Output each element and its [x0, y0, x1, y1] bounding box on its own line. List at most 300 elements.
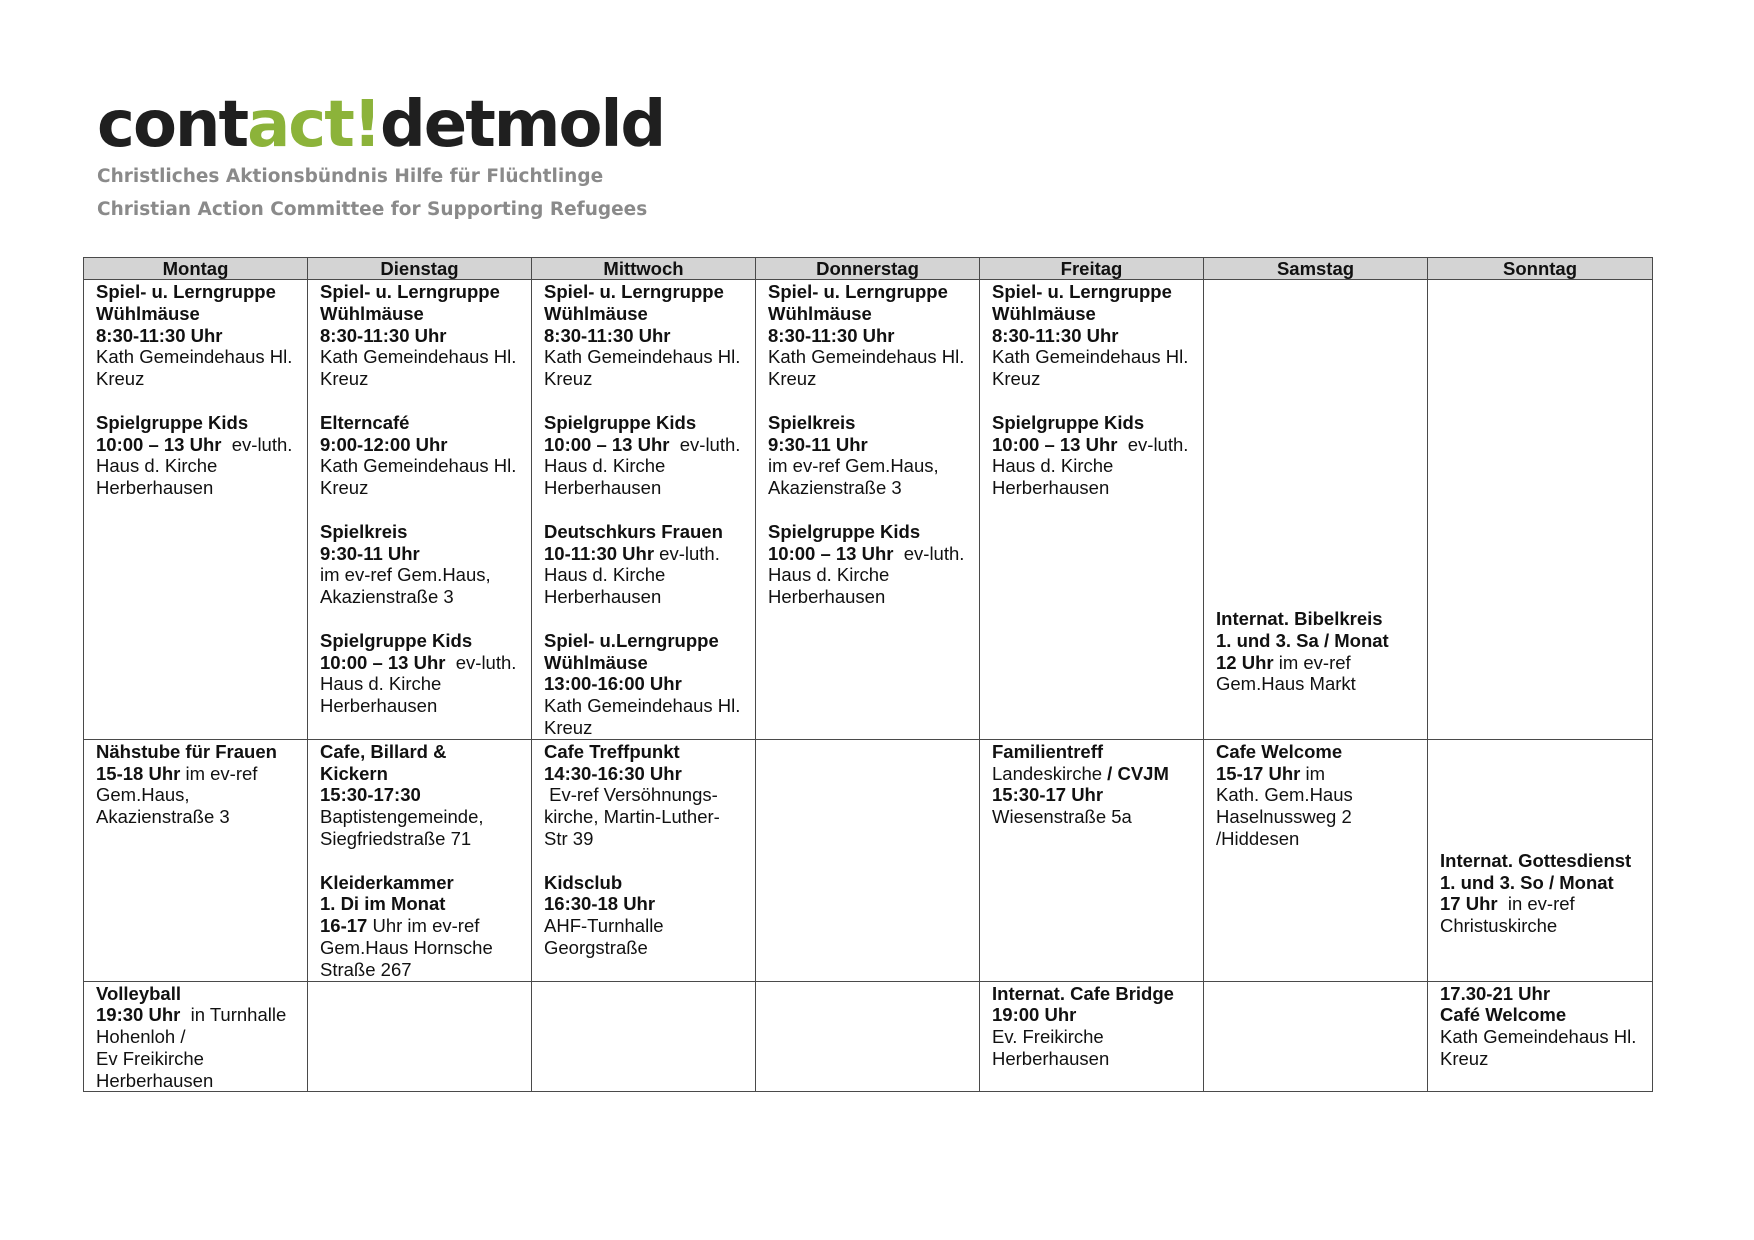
event-text: Kreuz: [1440, 1047, 1489, 1069]
event-line: [544, 455, 745, 477]
event-line: [1440, 872, 1642, 894]
schedule-cell: [980, 739, 1204, 981]
event-line: [768, 303, 969, 325]
event-line: [992, 784, 1193, 806]
day-header-freitag: Freitag: [980, 258, 1204, 280]
event-text-bold: 8:30-11:30 Uhr: [96, 324, 223, 346]
event-line: [320, 893, 521, 915]
weekly-schedule-table: [83, 257, 1653, 1092]
event-line: [1216, 630, 1417, 652]
event-line: [320, 455, 521, 477]
event-text-bold: Spielgruppe Kids: [768, 520, 921, 542]
event-line: [96, 455, 297, 477]
event-entry: [1440, 850, 1642, 937]
event-line: [1216, 652, 1417, 674]
event-text: Kath Gemeindehaus Hl.: [1440, 1026, 1637, 1048]
schedule-cell: [532, 280, 756, 740]
event-line: [544, 652, 745, 674]
event-text-bold: Wühlmäuse: [96, 302, 200, 324]
event-line: [320, 346, 521, 368]
event-entry: [544, 412, 745, 499]
event-line: [1440, 983, 1642, 1005]
event-text-bold: Internat. Cafe Bridge: [992, 982, 1174, 1004]
event-text: Kreuz: [96, 368, 145, 390]
event-text: kirche, Martin-Luther-: [544, 806, 720, 828]
event-line: [768, 281, 969, 303]
schedule-cell: [980, 280, 1204, 740]
event-text-bold: Spiel- u. Lerngruppe: [96, 281, 276, 302]
event-text: Haus d. Kirche: [320, 673, 442, 695]
schedule-row-afternoon: [84, 739, 1653, 981]
event-line: [320, 741, 521, 763]
event-text-bold: Wühlmäuse: [992, 302, 1096, 324]
event-line: [768, 543, 969, 565]
event-entry: [96, 281, 297, 390]
event-text: im ev-ref: [1273, 651, 1351, 673]
event-text: Ev-ref Versöhnungs-: [544, 784, 718, 806]
event-line: [768, 368, 969, 390]
event-text-bold: Spielkreis: [320, 520, 408, 542]
event-text-bold: 19:00 Uhr: [992, 1004, 1077, 1026]
event-text: Kreuz: [320, 368, 369, 390]
event-text: Herberhausen: [544, 477, 662, 499]
event-line: [992, 983, 1193, 1005]
event-text: Kath Gemeindehaus Hl.: [544, 346, 741, 368]
event-line: [544, 872, 745, 894]
event-text-bold: 15:30-17 Uhr: [992, 784, 1104, 806]
tagline-english: Christian Action Committee for Supporting Refugees: [97, 198, 648, 220]
event-line: [544, 784, 745, 806]
event-text: Hohenloh /: [96, 1026, 186, 1048]
event-text: Herberhausen: [96, 1069, 214, 1091]
event-line: [1216, 741, 1417, 763]
event-text-bold: 10:00 – 13 Uhr: [320, 651, 446, 673]
event-text-bold: 10-11:30 Uhr: [544, 542, 655, 564]
event-line: [544, 806, 745, 828]
event-line: [1216, 673, 1417, 695]
event-line: [320, 915, 521, 937]
event-text-bold: Kickern: [320, 762, 388, 784]
event-text-bold: 1. und 3. Sa / Monat: [1216, 629, 1389, 651]
event-line: [320, 630, 521, 652]
event-text-bold: 1. Di im Monat: [320, 893, 446, 915]
event-line: [544, 325, 745, 347]
event-line: [96, 1048, 297, 1070]
event-text-bold: Deutschkurs Frauen: [544, 520, 723, 542]
schedule-cell: [756, 981, 980, 1092]
schedule-cell: [308, 739, 532, 981]
event-line: [1216, 608, 1417, 630]
event-line: [96, 281, 297, 303]
day-header-samstag: Samstag: [1204, 258, 1428, 280]
event-text-bold: Internat. Gottesdienst: [1440, 849, 1632, 871]
event-line: [1216, 763, 1417, 785]
event-text: Siegfriedstraße 71: [320, 827, 472, 849]
event-text-bold: Elterncafé: [320, 411, 410, 433]
day-header-sonntag: Sonntag: [1428, 258, 1653, 280]
event-entry: [768, 281, 969, 390]
event-text: Kath Gemeindehaus Hl.: [320, 346, 517, 368]
schedule-cell: [1204, 280, 1428, 740]
schedule-cell: [756, 280, 980, 740]
event-line: [544, 521, 745, 543]
event-text: Herberhausen: [544, 586, 662, 608]
event-text: ev-luth.: [1117, 433, 1189, 455]
event-line: [96, 412, 297, 434]
event-line: [320, 806, 521, 828]
event-line: [1440, 1004, 1642, 1026]
day-header-dienstag: Dienstag: [308, 258, 532, 280]
event-text: /Hiddesen: [1216, 827, 1300, 849]
event-line: [768, 325, 969, 347]
event-text-bold: 14:30-16:30 Uhr: [544, 762, 682, 784]
event-text-bold: 19:30 Uhr: [96, 1004, 181, 1026]
event-entry: [96, 741, 297, 828]
event-line: [96, 1004, 297, 1026]
event-entry: [768, 521, 969, 608]
event-text-bold: 9:30-11 Uhr: [320, 542, 420, 564]
schedule-cell: [84, 981, 308, 1092]
event-entry: [320, 281, 521, 390]
event-text-bold: 8:30-11:30 Uhr: [320, 324, 447, 346]
event-text-bold: Internat. Bibelkreis: [1216, 608, 1383, 629]
logo-part-2: detmold: [379, 88, 665, 162]
event-line: [320, 281, 521, 303]
event-line: [768, 455, 969, 477]
event-line: [320, 695, 521, 717]
event-line: [544, 543, 745, 565]
event-line: [768, 564, 969, 586]
event-entry: [1440, 983, 1642, 1070]
event-entry: [544, 872, 745, 959]
event-text-bold: 17 Uhr: [1440, 893, 1498, 915]
event-line: [1216, 828, 1417, 850]
day-header-montag: Montag: [84, 258, 308, 280]
event-text-bold: Volleyball: [96, 982, 181, 1004]
day-header-donnerstag: Donnerstag: [756, 258, 980, 280]
event-line: [320, 652, 521, 674]
event-line: [544, 741, 745, 763]
event-text: Haus d. Kirche: [992, 455, 1114, 477]
event-line: [96, 325, 297, 347]
event-text-bold: Spielgruppe Kids: [96, 411, 249, 433]
event-line: [544, 915, 745, 937]
event-text-bold: Spiel- u. Lerngruppe: [544, 281, 724, 302]
event-text: Georgstraße: [544, 936, 648, 958]
event-entry: [768, 412, 969, 499]
event-line: [96, 784, 297, 806]
event-text: Gem.Haus Hornsche: [320, 936, 493, 958]
event-text-bold: Spiel- u. Lerngruppe: [320, 281, 500, 302]
event-line: [1440, 1048, 1642, 1070]
schedule-cell: [1204, 739, 1428, 981]
event-text-bold: Wühlmäuse: [768, 302, 872, 324]
event-entry: [544, 521, 745, 608]
event-entry: [96, 983, 297, 1092]
event-text: Haus d. Kirche: [96, 455, 218, 477]
event-text: in ev-ref: [1497, 893, 1575, 915]
event-line: [320, 959, 521, 981]
event-line: [96, 1070, 297, 1092]
event-text-bold: 15-17 Uhr: [1216, 762, 1301, 784]
event-text-bold: 10:00 – 13 Uhr: [768, 542, 894, 564]
event-line: [320, 828, 521, 850]
event-text: Wiesenstraße 5a: [992, 806, 1132, 828]
schedule-cell: [1428, 280, 1653, 740]
day-header-row: [84, 258, 1653, 280]
event-line: [320, 763, 521, 785]
event-text-bold: Spiel- u.Lerngruppe: [544, 629, 719, 651]
event-text-bold: 16-17: [320, 915, 368, 937]
event-line: [544, 434, 745, 456]
event-text: ev-luth.: [445, 651, 517, 673]
event-line: [992, 412, 1193, 434]
event-text: im ev-ref Gem.Haus,: [768, 455, 939, 477]
event-entry: [320, 412, 521, 499]
event-text-bold: Familientreff: [992, 740, 1104, 762]
event-entry: [96, 412, 297, 499]
event-line: [544, 695, 745, 717]
event-entry: [992, 412, 1193, 499]
event-line: [544, 586, 745, 608]
event-line: [544, 828, 745, 850]
logo-wordmark: [97, 88, 665, 162]
event-entry: [544, 741, 745, 850]
event-text-bold: 16:30-18 Uhr: [544, 893, 656, 915]
event-line: [544, 303, 745, 325]
event-line: [992, 281, 1193, 303]
event-line: [320, 325, 521, 347]
event-line: [96, 763, 297, 785]
event-text-bold: 15:30-17:30: [320, 784, 421, 806]
event-text: Landeskirche: [992, 762, 1103, 784]
event-line: [544, 763, 745, 785]
event-line: [320, 937, 521, 959]
event-line: [992, 806, 1193, 828]
event-line: [1440, 850, 1642, 872]
event-text: Str 39: [544, 827, 594, 849]
event-text-bold: 10:00 – 13 Uhr: [992, 433, 1118, 455]
event-line: [320, 586, 521, 608]
event-line: [320, 368, 521, 390]
schedule-cell: [980, 981, 1204, 1092]
event-line: [96, 434, 297, 456]
event-line: [96, 806, 297, 828]
event-entry: [320, 741, 521, 850]
event-line: [768, 586, 969, 608]
event-text: AHF-Turnhalle: [544, 915, 664, 937]
event-line: [768, 477, 969, 499]
event-line: [96, 741, 297, 763]
event-text-bold: Spielkreis: [768, 411, 856, 433]
event-text: Herberhausen: [96, 477, 214, 499]
event-line: [320, 477, 521, 499]
schedule-cell: [1204, 981, 1428, 1092]
event-text: Gem.Haus,: [96, 784, 190, 806]
event-text: Kath. Gem.Haus: [1216, 784, 1353, 806]
event-text: Haus d. Kirche: [544, 455, 666, 477]
event-entry: [320, 872, 521, 981]
event-text-bold: Wühlmäuse: [320, 302, 424, 324]
event-text-bold: 10:00 – 13 Uhr: [544, 433, 670, 455]
event-line: [544, 412, 745, 434]
event-entry: [544, 281, 745, 390]
event-line: [992, 325, 1193, 347]
event-text-bold: Spiel- u. Lerngruppe: [992, 281, 1172, 302]
event-text-bold: 8:30-11:30 Uhr: [992, 324, 1119, 346]
event-text: Kreuz: [544, 716, 593, 738]
event-line: [1440, 915, 1642, 937]
event-line: [544, 368, 745, 390]
event-line: [320, 303, 521, 325]
event-text: Herberhausen: [992, 1047, 1110, 1069]
schedule-cell: [1428, 981, 1653, 1092]
event-text-bold: Spiel- u. Lerngruppe: [768, 281, 948, 302]
event-text-bold: Spielgruppe Kids: [992, 411, 1145, 433]
event-line: [320, 784, 521, 806]
event-text: Kath Gemeindehaus Hl.: [544, 695, 741, 717]
cell-spacer: [1216, 281, 1417, 608]
event-text-bold: / CVJM: [1102, 762, 1169, 784]
event-text: Akazienstraße 3: [768, 477, 902, 499]
event-line: [1216, 784, 1417, 806]
event-line: [96, 983, 297, 1005]
event-text: Kreuz: [544, 368, 593, 390]
event-line: [992, 455, 1193, 477]
schedule-cell: [1428, 739, 1653, 981]
event-line: [768, 521, 969, 543]
event-line: [1440, 893, 1642, 915]
event-entry: [992, 741, 1193, 828]
event-text: im ev-ref: [180, 762, 258, 784]
event-text: Akazienstraße 3: [320, 586, 454, 608]
event-text: Christuskirche: [1440, 915, 1558, 937]
event-text: im: [1300, 762, 1325, 784]
event-text-bold: 9:30-11 Uhr: [768, 433, 868, 455]
event-text-bold: Cafe, Billard &: [320, 740, 447, 762]
event-text: Haselnussweg 2: [1216, 806, 1352, 828]
event-text: in Turnhalle: [180, 1004, 287, 1026]
event-entry: [1216, 741, 1417, 850]
event-line: [992, 1048, 1193, 1070]
event-line: [768, 346, 969, 368]
event-line: [992, 303, 1193, 325]
schedule-cell: [308, 280, 532, 740]
event-text-bold: 17.30-21 Uhr: [1440, 982, 1551, 1004]
event-line: [320, 543, 521, 565]
event-line: [544, 630, 745, 652]
event-line: [544, 893, 745, 915]
day-header-mittwoch: Mittwoch: [532, 258, 756, 280]
event-text: Straße 267: [320, 958, 412, 980]
logo-part-1: cont: [97, 88, 248, 162]
event-line: [544, 673, 745, 695]
event-text-bold: 1. und 3. So / Monat: [1440, 871, 1614, 893]
event-text-bold: Spielgruppe Kids: [544, 411, 697, 433]
event-text: ev-luth.: [893, 542, 965, 564]
event-text: Gem.Haus Markt: [1216, 673, 1356, 695]
schedule-cell: [84, 280, 308, 740]
event-line: [320, 872, 521, 894]
event-text-bold: Spielgruppe Kids: [320, 629, 473, 651]
event-line: [1216, 806, 1417, 828]
event-text-bold: 8:30-11:30 Uhr: [768, 324, 895, 346]
schedule-cell: [532, 981, 756, 1092]
cell-spacer: [1440, 741, 1642, 850]
logo-accent: act!: [247, 88, 380, 162]
event-entry: [992, 281, 1193, 390]
event-text-bold: Wühlmäuse: [544, 651, 648, 673]
event-text: Herberhausen: [992, 477, 1110, 499]
event-text: Kreuz: [320, 477, 369, 499]
event-text: Kreuz: [768, 368, 817, 390]
event-text-bold: Kleiderkammer: [320, 871, 454, 893]
event-text-bold: Nähstube für Frauen: [96, 740, 277, 762]
event-line: [320, 673, 521, 695]
event-line: [992, 368, 1193, 390]
event-line: [320, 564, 521, 586]
event-line: [992, 741, 1193, 763]
event-text: Kath Gemeindehaus Hl.: [768, 346, 965, 368]
event-text-bold: 8:30-11:30 Uhr: [544, 324, 671, 346]
event-line: [544, 281, 745, 303]
event-line: [96, 477, 297, 499]
event-line: [992, 434, 1193, 456]
event-line: [992, 1026, 1193, 1048]
event-line: [992, 763, 1193, 785]
schedule-cell: [756, 739, 980, 981]
schedule-row-evening: [84, 981, 1653, 1092]
event-text: Ev Freikirche: [96, 1047, 204, 1069]
event-text-bold: Café Welcome: [1440, 1004, 1567, 1026]
event-text: im ev-ref Gem.Haus,: [320, 564, 491, 586]
event-text: Ev. Freikirche: [992, 1026, 1104, 1048]
event-text-bold: 13:00-16:00 Uhr: [544, 673, 682, 695]
event-text: ev-luth.: [221, 433, 293, 455]
event-entry: [320, 630, 521, 717]
event-text: Uhr im ev-ref: [367, 915, 480, 937]
event-line: [96, 1026, 297, 1048]
event-line: [320, 412, 521, 434]
event-text: Herberhausen: [320, 695, 438, 717]
event-text: Baptistengemeinde,: [320, 806, 484, 828]
event-line: [96, 346, 297, 368]
event-line: [544, 937, 745, 959]
event-line: [768, 412, 969, 434]
event-line: [768, 434, 969, 456]
event-text: Akazienstraße 3: [96, 806, 230, 828]
event-entry: [1216, 608, 1417, 695]
event-line: [320, 521, 521, 543]
event-text: Haus d. Kirche: [544, 564, 666, 586]
schedule-cell: [532, 739, 756, 981]
event-text-bold: Wühlmäuse: [544, 302, 648, 324]
event-text-bold: Kidsclub: [544, 871, 623, 893]
event-text: Kath Gemeindehaus Hl.: [320, 455, 517, 477]
event-line: [992, 1004, 1193, 1026]
event-line: [544, 717, 745, 739]
event-text: Herberhausen: [768, 586, 886, 608]
event-text: Haus d. Kirche: [768, 564, 890, 586]
event-text-bold: 9:00-12:00 Uhr: [320, 433, 448, 455]
event-text: Kath Gemeindehaus Hl.: [992, 346, 1189, 368]
schedule-cell: [308, 981, 532, 1092]
event-entry: [320, 521, 521, 608]
schedule-cell: [84, 739, 308, 981]
event-text: Kreuz: [992, 368, 1041, 390]
event-text-bold: 10:00 – 13 Uhr: [96, 433, 222, 455]
tagline-german: Christliches Aktionsbündnis Hilfe für Flüchtlinge: [97, 166, 604, 187]
